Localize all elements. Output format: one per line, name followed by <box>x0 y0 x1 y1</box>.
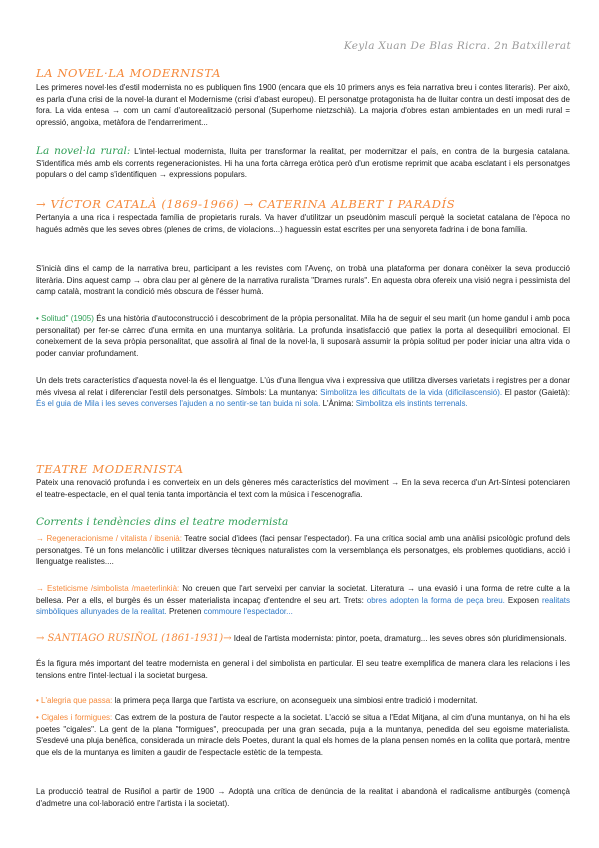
heading-victor-catala: → VÍCTOR CATALÀ (1869-1966) → CATERINA ALBERT I PARADÍS <box>36 197 456 211</box>
section-victor-catala-title <box>36 197 570 211</box>
esteticisme-trait-3: commoure l'espectador... <box>203 607 293 617</box>
section-rusinol-final <box>36 786 570 809</box>
symbol-shepherd: És el guia de Mila i les seves converses l'ajuden a no sentir-se tan buida ni sola. <box>36 399 321 409</box>
section-rusinol <box>36 633 570 645</box>
cigales-text: Cas extrem de la postura de l'autor respecte a la societat. L'acció se situa a l'Edat Mitjana, al cim d'una muntanya, on hi ha els poetes "cigales". La gent de la plana "formigues", preocupada per una gran secada, puja a la muntanya, penedida del seu egoisme materialista. S'esdevé una pluja benèfica, considerada un miracle dels Poetes, durant la qual els homes de la plana pensen només en la collita que portarà, mentre que els de la muntanya es limiten a gaudir de l'espectacle estètic de la tempesta. <box>36 713 570 757</box>
cigales-lead: • Cigales i formigues: <box>36 713 113 722</box>
paragraph-alegria <box>36 695 570 707</box>
alegria-lead: • L'alegria que passa: <box>36 696 113 705</box>
regeneracionisme-lead: → Regeneracionisme / vitalista / ibsenià: <box>36 534 182 543</box>
esteticisme-text-a: No creuen que l'art serveixi per canviar la societat. Literatura → una evasió i una forma de retre culte a la bellesa. Per a ells, el burgès és un ésser materialista incapaç d'entendre el seu art. Trets: <box>36 584 571 605</box>
section-currents-title <box>36 516 570 528</box>
heading-teatre-modernista: TEATRE MODERNISTA <box>36 462 184 476</box>
esteticisme-trait-2: realitats simbòliques allunyades de la realitat. <box>36 595 571 617</box>
page-header: Keyla Xuan De Blas Ricra. 2n Batxillerat <box>343 40 571 52</box>
paragraph-rusinol-title <box>36 633 570 645</box>
paragraph-esteticisme <box>36 583 570 618</box>
solitud-text: És una història d'autoconstrucció i descobriment de la pròpia personalitat. Mila ha de seguir el seu marit (un home gandul i amb poca personalitat) per fer-se càrrec d'una ermita en una muntanya solitària. La profunda insatisfacció que patiex la porta al desequilibri emocional. El coneixement de la seva pròpia personalitat, que assolirà al final de la novel·la, li suposarà assumir la pròpia solitud per poder iniciar una altra vida o poder canviar profundament. <box>36 314 570 358</box>
paragraph-theatre-intro: Pateix una renovació profunda i es converteix en un dels gèneres més característics del moviment → En la seva recerca d'un Art-Síntesi potenciaren el teatre-espectacle, en el qual tenia tanta importància el text com la música i l'escenografia. <box>36 478 570 499</box>
paragraph-symbols <box>36 375 570 410</box>
symbol-anima: Simbolitza els instints terrenals. <box>355 399 468 409</box>
section-rural-novel <box>36 146 570 181</box>
symbols-intro: Un dels trets característics d'aquesta novel·la és el llenguatge. L'ús d'una llengua viva i expressiva que utilitza diverses varietats i registres per a donar més vivesa al relat i diferenciar l'estil dels personatges. Símbols: La muntanya: <box>36 376 570 397</box>
section-cigales <box>36 712 570 758</box>
paragraph-cigales <box>36 712 570 758</box>
paragraph-regeneracionisme <box>36 533 570 568</box>
section-symbols <box>36 375 570 410</box>
esteticisme-text-e: Pretenen <box>166 607 204 617</box>
section-regeneracionisme <box>36 533 570 568</box>
section-alegria <box>36 695 570 707</box>
symbol-anima-label: L'Ànima: <box>320 399 356 409</box>
section-esteticisme <box>36 583 570 618</box>
paragraph-novel-intro: Les primeres novel·les d'estil modernista no es publiquen fins 1900 (encara que els 10 primers anys es feia narrativa breu i contes literaris). Per això, es parla d'una crisi de la novel·la durant el Modernisme (crisi d'abast europeu). El personatge protagonista ha de lluitar contra un destí imposat des de fora. La vida entesa → com un camí d'autorealització personal (Superhome nietzschià). La majoria d'obres estan ambientades en un medi rural = opressió, angoixa, metàfora de l'endarreriment... <box>36 83 570 127</box>
heading-rural-novel: La novel·la rural: <box>36 145 131 157</box>
section-novel-intro <box>36 82 570 128</box>
symbol-mountain: Simbolitza les dificultats de la vida (dificilascensió). <box>320 387 503 397</box>
paragraph-rural-novel <box>36 146 570 181</box>
alegria-text: la primera peça llarga que l'artista va escriure, on aconsegueix una simbiosi entre tradició i modernitat. <box>112 696 478 705</box>
heading-currents: Corrents i tendències dins el teatre modernista <box>36 516 289 528</box>
rural-novel-text: L'intel·lectual modernista, lluita per transformar la realitat, per modernitzar el país, en contra de la burgesia catalana. S'identifica més amb els corrents regeneracionistes. Hi ha una forta càrrega eròtica però d'un erotisme reprimit que acaba esclatant i els personatges populars o del camp s'identifiquen → expressions populars. <box>36 147 570 180</box>
section-victor-catala-p2 <box>36 263 570 298</box>
regeneracionisme-text: Teatre social d'idees (faci pensar l'espectador). Fa una crítica social amb una anàlisi psicològic profund dels personatges. Té un fons melancòlic i utilitzar diverses tècniques naturalistes com la versemblança els personatges, els problemes quotidians, acció i llenguatge realistes.... <box>36 534 570 567</box>
esteticisme-lead: → Esteticisme /simbolista /maeterlinkià: <box>36 584 180 593</box>
esteticisme-trait-1: obres adopten la forma de peça breu. <box>366 595 505 605</box>
paragraph-solitud <box>36 313 570 359</box>
section-solitud <box>36 313 570 359</box>
esteticisme-text-c: Exposen <box>504 595 542 605</box>
section-rusinol-p2 <box>36 658 570 681</box>
section-novel-title <box>36 66 570 80</box>
heading-santiago-rusinol: → SANTIAGO RUSIÑOL (1861-1931)→ <box>36 633 232 644</box>
section-victor-catala-p1 <box>36 212 570 235</box>
section-theatre-title <box>36 462 570 476</box>
paragraph-victor-catala-bio: Pertanyia a una rica i respectada família de propietaris rurals. Va haver d'utilitzar un pseudònim masculí perquè la societat catalana de l'època no hagués admès que les seves obres (plenes de crims, de violacions...) haguessin estat escrites per una senyoreta fadrina i de bona família. <box>36 213 570 234</box>
paragraph-rusinol-figure: És la figura més important del teatre modernista en general i del simbolista en particular. El seu teatre exemplifica de manera clara les relacions i les tensions entre l'intel·lectual i la societat burgesa. <box>36 659 570 680</box>
paragraph-victor-catala-career: S'inicià dins el camp de la narrativa breu, participant a les revistes com l'Avenç, on trobà una plataforma per donara conèixer la seva producció literària. Dins aquest camp → obra clau per al gènere de la narrativa ruralista "Drames rurals". En aquesta obra ofereix una visió negra i pessimista del camp català, mostrant la condició més obscura de l'ésser humà. <box>36 264 570 297</box>
symbol-shepherd-label: El pastor (Gaietà): <box>502 387 570 397</box>
rusinol-ideal: Ideal de l'artista modernista: pintor, poeta, dramaturg... les seves obres són pluridimensionals. <box>231 634 567 643</box>
heading-novel-modernista: LA NOVEL·LA MODERNISTA <box>36 66 221 80</box>
paragraph-rusinol-final: La producció teatral de Rusiñol a partir de 1900 → Adoptà una crítica de denúncia de la realitat i abandonà el radicalisme antiburgès (començà d'admetre una col·laboració entre l'artista i la societat). <box>36 787 570 808</box>
section-theatre-intro <box>36 477 570 500</box>
solitud-lead: • Solitud" (1905) <box>36 314 94 323</box>
